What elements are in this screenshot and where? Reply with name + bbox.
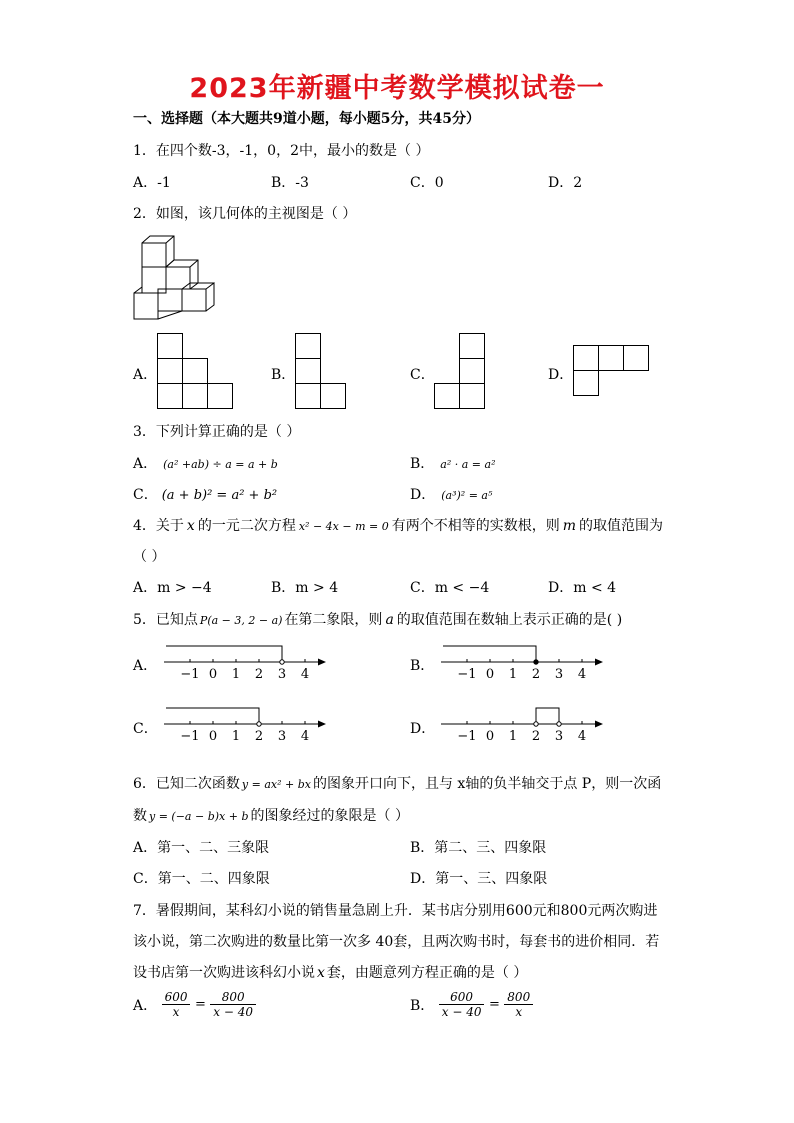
q4-paren: （ ） xyxy=(133,549,166,565)
q7-a-frac1 xyxy=(162,990,191,1019)
q5-stem-mid: 在第二象限，则 xyxy=(284,612,383,628)
nl-b-tick-label: 1 xyxy=(508,667,518,682)
nl-d-arrow xyxy=(595,721,603,728)
nl-a-tick-label: 4 xyxy=(300,667,310,682)
q3-option-c xyxy=(133,484,277,504)
nl-a-endpoint xyxy=(280,660,284,664)
q6-func1: y = ax² + bx xyxy=(241,778,311,791)
q4-stem-mid: 的一元二次方程 xyxy=(197,518,296,534)
q2-option-d: D． xyxy=(548,367,574,383)
q7-b-frac1 xyxy=(439,990,485,1019)
q6-option-d: D．第一、三、四象限 xyxy=(410,871,548,887)
question-7-line1: 7．暑假期间，某科幻小说的销售量急剧上升．某书店分别用600元和800元两次购进 xyxy=(133,903,658,919)
q3-option-a-label: A． xyxy=(133,456,158,472)
nl-b-tick-label: −1 xyxy=(457,667,477,682)
question-4-stem xyxy=(133,515,663,535)
nl-d-tick-label: 4 xyxy=(577,729,587,744)
nl-d-endpoint-left xyxy=(534,722,538,726)
nl-c-tick-label: 4 xyxy=(300,729,310,744)
q2-option-c: C． xyxy=(410,367,435,383)
q6-func2: y = (−a − b)x + b xyxy=(149,810,249,823)
question-2-stem: 2．如图，该几何体的主视图是（ ） xyxy=(133,206,357,222)
q3-option-d xyxy=(410,484,492,504)
q5-stem-pre: 5．已知点 xyxy=(133,612,198,628)
q5-option-b: B． xyxy=(410,658,435,674)
q7-b-frac2 xyxy=(504,990,533,1019)
q7-b-num2: 800 xyxy=(504,990,533,1005)
q1-option-b: B．-3 xyxy=(271,175,309,191)
nl-c-tick-label: 2 xyxy=(254,729,264,744)
q6-line2-post: 的图象经过的象限是（ ） xyxy=(250,808,409,824)
page-title: 2023年新疆中考数学模拟试卷一 xyxy=(189,73,605,104)
nl-a-tick-label: 3 xyxy=(277,667,287,682)
nl-a-arrow xyxy=(318,659,326,666)
q5-option-d: D． xyxy=(410,721,436,737)
q4-var-x: x xyxy=(186,518,195,534)
nl-b-tick-label: 2 xyxy=(531,667,541,682)
nl-a-tick-label: 1 xyxy=(231,667,241,682)
q7-b-num1: 600 xyxy=(439,990,485,1005)
q7-a-frac2 xyxy=(210,990,256,1019)
q7-a-equals: = xyxy=(194,997,206,1012)
nl-d-range xyxy=(536,708,559,724)
q2-option-c-view xyxy=(434,333,485,409)
q4-stem-pre: 4．关于 xyxy=(133,518,184,534)
q7-b-den1: x − 40 xyxy=(441,1005,482,1019)
nl-b-tick-label: 0 xyxy=(485,667,495,682)
nl-b-endpoint xyxy=(534,660,538,664)
q4-option-b: B．m > 4 xyxy=(271,580,339,596)
q4-var-m: m xyxy=(562,518,576,534)
nl-a-range xyxy=(166,646,282,662)
q5-var-a: a xyxy=(385,612,394,628)
q2-option-d-view xyxy=(573,345,649,396)
nl-d-tick-label: 0 xyxy=(485,729,495,744)
q5-number-line-d xyxy=(437,702,607,744)
q5-option-c: C． xyxy=(133,721,158,737)
q4-option-c: C．m < −4 xyxy=(410,580,490,596)
q7-b-equals: = xyxy=(488,997,500,1012)
q3-option-d-expr: (a³)² = a⁵ xyxy=(441,489,493,502)
section-heading: 一、选择题（本大题共9道小题，每小题5分，共45分） xyxy=(133,111,480,127)
q7-a-num2: 800 xyxy=(210,990,256,1005)
nl-c-tick-label: 0 xyxy=(208,729,218,744)
cube-solid-figure xyxy=(130,233,225,325)
q7-a-den2: x − 40 xyxy=(213,1005,254,1019)
q3-option-a-expr: (a² +ab) ÷ a = a + b xyxy=(163,458,278,471)
q6-line1-pre: 6．已知二次函数 xyxy=(133,776,240,792)
question-6-line2 xyxy=(133,805,409,825)
nl-b-tick-label: 4 xyxy=(577,667,587,682)
q6-option-b: B．第二、三、四象限 xyxy=(410,840,547,856)
nl-d-tick-label: 3 xyxy=(554,729,564,744)
q4-stem-mid2: 有两个不相等的实数根，则 xyxy=(391,518,560,534)
q6-line2-pre: 数 xyxy=(133,808,147,824)
question-1-stem: 1．在四个数-3，-1，0，2中，最小的数是（ ） xyxy=(133,143,430,159)
question-6-line1 xyxy=(133,773,661,793)
q3-option-d-label: D． xyxy=(410,487,436,503)
nl-a-tick-label: 0 xyxy=(208,667,218,682)
q3-option-a xyxy=(133,453,278,473)
q5-option-a: A． xyxy=(133,658,158,674)
nl-c-endpoint xyxy=(257,722,261,726)
q7-option-a-label: A． xyxy=(133,997,158,1014)
q4-option-d: D．m < 4 xyxy=(548,580,617,596)
q3-option-b-label: B． xyxy=(410,456,435,472)
q4-stem-post: 的取值范围为 xyxy=(578,518,663,534)
nl-b-tick-label: 3 xyxy=(554,667,564,682)
q3-option-c-expr: (a + b)² = a² + b² xyxy=(161,488,278,503)
q7-line3-pre: 设书店第一次购进该科幻小说 xyxy=(133,965,315,981)
q3-option-b xyxy=(410,453,496,473)
question-3-stem: 3．下列计算正确的是（ ） xyxy=(133,424,301,440)
q1-option-a: A．-1 xyxy=(133,175,171,191)
nl-c-tick-label: −1 xyxy=(180,729,200,744)
q6-line1-post: 的图象开口向下，且与 x轴的负半轴交于点 P，则一次函 xyxy=(312,776,662,792)
nl-d-tick-label: 1 xyxy=(508,729,518,744)
nl-d-endpoint-right xyxy=(557,722,561,726)
nl-c-tick-label: 1 xyxy=(231,729,241,744)
nl-b-arrow xyxy=(595,659,603,666)
question-7-line2: 该小说，第二次购进的数量比第一次多 40套，且两次购书时，每套书的进价相同．若 xyxy=(133,934,660,950)
q7-option-b xyxy=(410,990,533,1019)
q7-b-den2: x xyxy=(515,1005,523,1019)
q7-var-x: x xyxy=(317,965,325,981)
q7-a-den1: x xyxy=(172,1005,180,1019)
q7-option-a xyxy=(133,990,256,1019)
q3-option-c-label: C． xyxy=(133,487,158,503)
q6-option-c: C．第一、二、四象限 xyxy=(133,871,270,887)
question-7-line3 xyxy=(133,962,527,982)
q2-option-a: A． xyxy=(133,367,158,383)
q1-option-c: C．0 xyxy=(410,175,444,191)
nl-c-tick-label: 3 xyxy=(277,729,287,744)
q5-stem-post: 的取值范围在数轴上表示正确的是( ) xyxy=(396,612,623,628)
nl-c-arrow xyxy=(318,721,326,728)
question-5-stem xyxy=(133,609,622,629)
q2-option-b-view xyxy=(295,333,346,409)
nl-a-tick-label: −1 xyxy=(180,667,200,682)
q4-option-a: A．m > −4 xyxy=(133,580,212,596)
q5-number-line-a xyxy=(160,640,330,682)
q4-equation: x² − 4x − m = 0 xyxy=(298,520,389,533)
q7-a-num1: 600 xyxy=(162,990,191,1005)
q2-option-b: B． xyxy=(271,367,296,383)
q2-option-a-view xyxy=(157,333,233,409)
q5-number-line-b xyxy=(437,640,607,682)
nl-a-tick-label: 2 xyxy=(254,667,264,682)
q7-option-b-label: B． xyxy=(410,997,435,1014)
q5-point: P(a − 3, 2 − a) xyxy=(199,614,283,627)
q6-option-a: A．第一、二、三象限 xyxy=(133,840,270,856)
nl-d-tick-label: −1 xyxy=(457,729,477,744)
q5-number-line-c xyxy=(160,702,330,744)
nl-d-tick-label: 2 xyxy=(531,729,541,744)
q7-line3-post: 套，由题意列方程正确的是（ ） xyxy=(326,965,528,981)
q3-option-b-expr: a² · a = a² xyxy=(440,458,496,471)
q1-option-d: D．2 xyxy=(548,175,583,191)
